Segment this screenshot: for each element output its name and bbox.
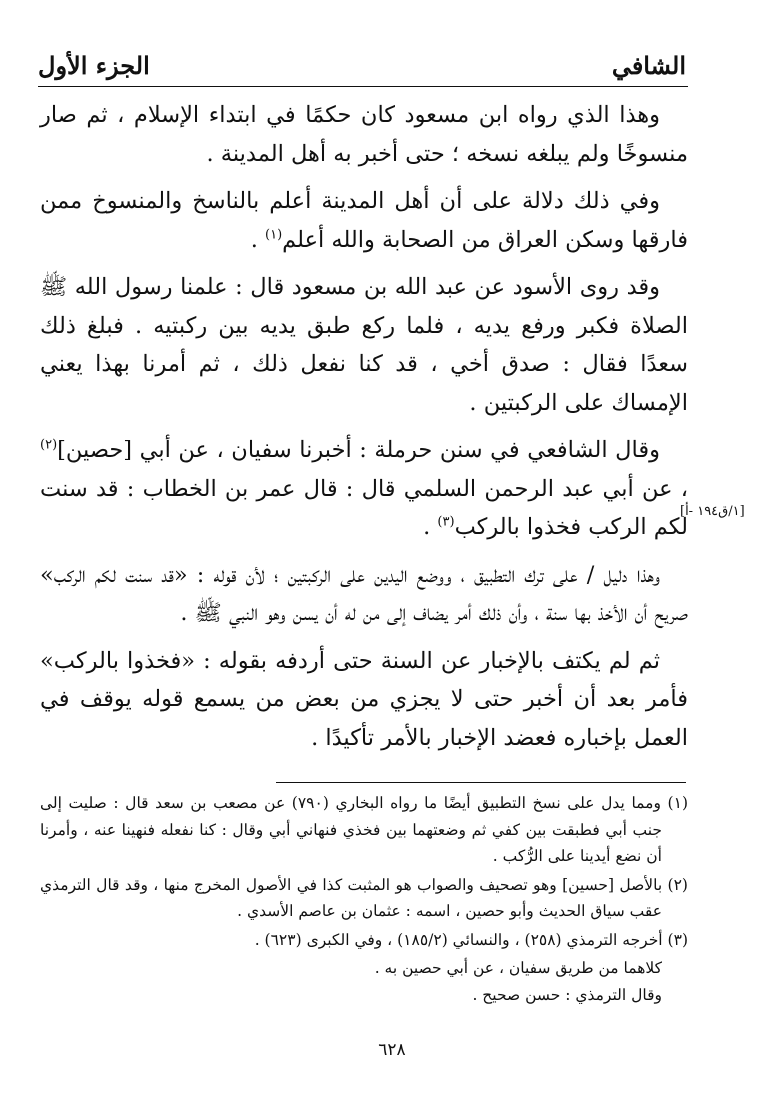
footnote-3 — [40, 927, 688, 954]
footnote-text: أخرجه الترمذي (٢٥٨) ، والنسائي (١٨٥/٢) ، وفي الكبرى (٦٢٣) . — [254, 930, 663, 949]
paragraph-text: وفي ذلك دلالة على أن أهل المدينة أعلم بالناسخ والمنسوخ ممن فارقها وسكن العراق من الصحابة والله أعلم — [40, 188, 688, 253]
footnote-ref-2[interactable]: (٢) — [40, 437, 58, 453]
running-header — [38, 40, 686, 80]
paragraph-text: ثم لم يكتف بالإخبار عن السنة حتى أردفه بقوله : «فخذوا بالركب» فأمر بعد أن أخبر حتى لا يجزي من بعض من يسمع قوله يوقف في العمل بإخباره فعضد الإخبار بالأمر تأكيدًا . — [40, 647, 688, 751]
paragraph-5 — [40, 556, 688, 633]
footnote-ref-3[interactable]: (٣) — [437, 514, 455, 530]
footnote-number: (٣) — [667, 930, 688, 949]
paragraph-4 — [40, 431, 688, 547]
footnote-number: (١) — [667, 794, 688, 812]
manuscript-folio-note: [١/ق١٩٤ -أ] — [680, 504, 745, 519]
footnote-text: بالأصل [حسين] وهو تصحيف والصواب هو المثبت كذا في الأصول المخرج منها ، وقد قال الترمذي عقب سياق الحديث وأبو حصين ، اسمه : عثمان بن عاصم الأسدي . — [40, 875, 663, 920]
footnote-number: (٢) — [667, 875, 688, 894]
footnote-ref-1[interactable]: (١) — [265, 227, 283, 242]
paragraph-text: وهذا دليل / على ترك التطبيق ، ووضع اليدين على الركبتين ؛ لأن قوله : «قد سنت لكم الركب» صريح أن الأخذ بها سنة ، وأن ذلك أمر يضاف إلى من له أن يسن وهو النبي ﷺ . — [40, 561, 688, 626]
paragraph-text-tail: . — [250, 226, 266, 253]
paragraph-text: وقال الشافعي في سنن حرملة : أخبرنا سفيان ، عن أبي [حصين] — [57, 437, 660, 463]
paragraph-text: وقد روى الأسود عن عبد الله بن مسعود قال : علمنا رسول الله ﷺ الصلاة فكبر ورفع يديه ، فلما ركع طبق يديه بين ركبتيه . فبلغ ذلك سعدًا فقال : صدق أخي ، قد كنا نفعل ذلك ، ثم أمرنا بهذا يعني الإمساك على الركبتين . — [40, 274, 688, 416]
footnotes — [40, 790, 688, 1008]
header-rule — [38, 86, 688, 87]
book-title: الشافي — [611, 51, 686, 80]
paragraph-text: وهذا الذي رواه ابن مسعود كان حكمًا في ابتداء الإسلام ، ثم صار منسوخًا ولم يبلغه نسخه ؛ حتى أخبر به أهل المدينة . — [40, 102, 688, 167]
paragraph-1 — [40, 96, 688, 173]
volume-label: الجزء الأول — [38, 51, 150, 80]
main-text — [40, 96, 688, 757]
footnote-2 — [40, 872, 688, 925]
paragraph-text-middle: ، عن أبي عبد الرحمن السلمي قال : قال عمر بن الخطاب : قد سنت لكم الركب فخذوا بالركب — [40, 475, 688, 540]
footnote-separator — [276, 782, 686, 783]
paragraph-2 — [40, 182, 688, 259]
paragraph-text-tail: . — [423, 514, 438, 540]
footnote-1 — [40, 790, 688, 870]
footnote-text: ومما يدل على نسخ التطبيق أيضًا ما رواه البخاري (٧٩٠) عن مصعب بن سعد قال : صليت إلى جنب أبي فطبقت بين كفي ثم وضعتهما بين فخذي فنهاني أبي وقال : كنا نفعله فنهينا عنه ، وأمرنا أن نضع أيدينا على الرُّكب . — [40, 794, 662, 865]
footnote-3-continuation-2: وقال الترمذي : حسن صحيح . — [472, 985, 662, 1004]
page-number: ٦٢٨ — [378, 1040, 406, 1060]
paragraph-3 — [40, 268, 688, 422]
paragraph-6 — [40, 642, 688, 758]
footnote-3-continuation-1: كلاهما من طريق سفيان ، عن أبي حصين به . — [374, 959, 662, 977]
